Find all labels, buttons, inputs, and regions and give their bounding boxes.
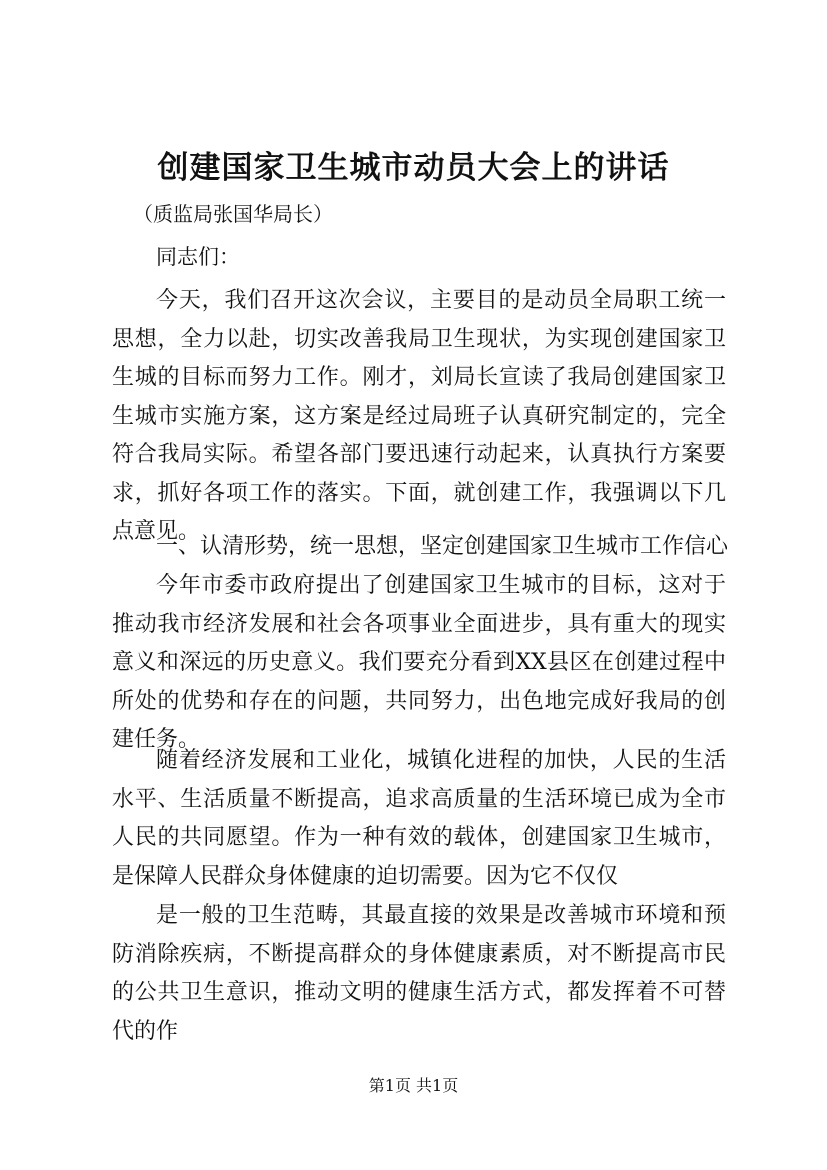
- section-heading: 一、认清形势，统一思想，坚定创建国家卫生城市工作信心: [156, 534, 729, 559]
- paragraph-2: 今年市委市政府提出了创建国家卫生城市的目标，这对于推动我市经济发展和社会各项事业全面进步，具有重大的现实意义和深远的历史意义。我们要充分看到XX县区在创建过程中所处的优势和存在的问题，共同努力，出色地完成好我局的创建任务。: [112, 573, 726, 752]
- greeting-line: 同志们：: [156, 245, 240, 269]
- page-footer: 第1页 共1页: [368, 1076, 459, 1095]
- paragraph-3: 随着经济发展和工业化，城镇化进程的加快，人民的生活水平、生活质量不断提高，追求高质量的生活环境已成为全市人民的共同愿望。作为一种有效的载体，创建国家卫生城市，是保障人民群众身体健康的迫切需要。因为它不仅仅: [112, 748, 726, 889]
- paragraph-4: 是一般的卫生范畴，其最直接的效果是改善城市环境和预防消除疾病，不断提高群众的身体健康素质，对不断提高市民的公共卫生意识，推动文明的健康生活方式，都发挥着不可替代的作: [112, 903, 726, 1044]
- paragraph-1: 今天，我们召开这次会议，主要目的是动员全局职工统一思想，全力以赴，切实改善我局卫生现状，为实现创建国家卫生城的目标而努力工作。刚才，刘局长宣读了我局创建国家卫生城市实施方案，这方案是经过局班子认真研究制定的，完全符合我局实际。希望各部门要迅速行动起来，认真执行方案要求，抓好各项工作的落实。下面，就创建工作，我强调以下几点意见。: [112, 288, 726, 544]
- document-subtitle: （质监局张国华局长）: [133, 202, 333, 226]
- document-title: 创建国家卫生城市动员大会上的讲话: [157, 150, 670, 186]
